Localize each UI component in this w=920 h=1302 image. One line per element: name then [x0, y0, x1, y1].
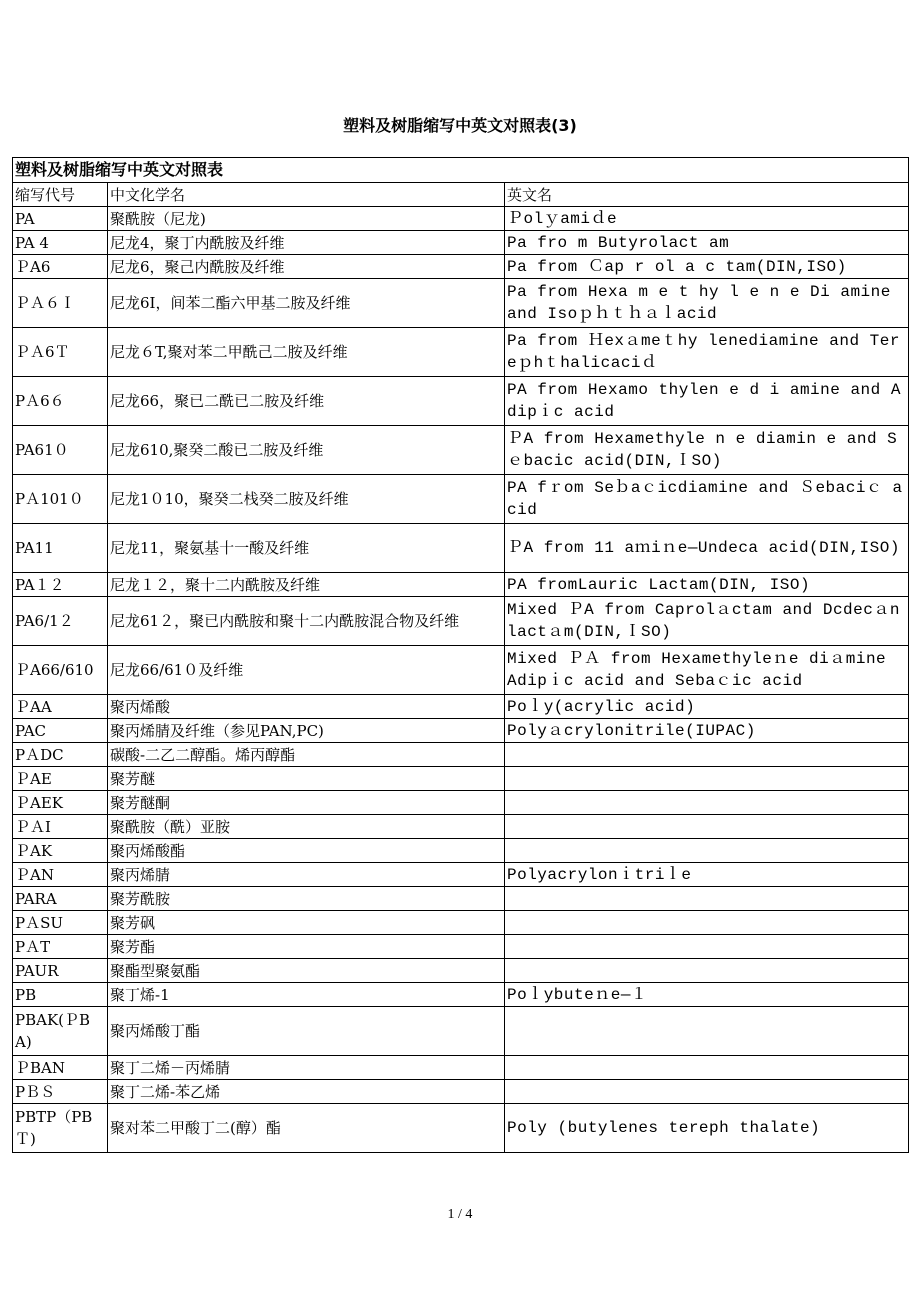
cell-english-name: [505, 911, 909, 935]
cell-chinese-name: 聚酰胺（尼龙): [108, 207, 505, 231]
cell-english-name: Polyａcrylonitrile(IUPAC): [505, 719, 909, 743]
table-row: [13, 767, 909, 791]
cell-english-name: [505, 815, 909, 839]
cell-chinese-name: 尼龙6I，间苯二酯六甲基二胺及纤维: [108, 279, 505, 328]
cell-abbr: PA61０: [13, 426, 108, 475]
cell-chinese-name: 尼龙6，聚己内酰胺及纤维: [108, 255, 505, 279]
cell-chinese-name: 聚丙烯酸丁酯: [108, 1007, 505, 1056]
cell-english-name: Ｐolｙamiｄe: [505, 207, 909, 231]
cell-chinese-name: 尼龙６T,聚对苯二甲酰己二胺及纤维: [108, 328, 505, 377]
cell-english-name: [505, 767, 909, 791]
cell-abbr: PA11: [13, 524, 108, 573]
table-row: [13, 255, 909, 279]
cell-english-name: [505, 791, 909, 815]
cell-chinese-name: 聚芳酯: [108, 935, 505, 959]
table-row: [13, 695, 909, 719]
cell-abbr: PA 4: [13, 231, 108, 255]
table-caption-row: [13, 158, 909, 183]
cell-chinese-name: 尼龙66/61０及纤维: [108, 646, 505, 695]
cell-chinese-name: 尼龙610,聚癸二酸已二胺及纤维: [108, 426, 505, 475]
cell-chinese-name: 尼龙1０10，聚癸二栈癸二胺及纤维: [108, 475, 505, 524]
cell-abbr: PＡT: [13, 935, 108, 959]
table-row: [13, 791, 909, 815]
cell-chinese-name: 聚丁烯-1: [108, 983, 505, 1007]
table-row: [13, 935, 909, 959]
page-title: 塑料及树脂缩写中英文对照表(3): [343, 116, 577, 135]
cell-abbr: PＢＳ: [13, 1080, 108, 1104]
cell-english-name: [505, 1080, 909, 1104]
table-row: [13, 911, 909, 935]
page-number: 1 / 4: [447, 1207, 473, 1222]
cell-abbr: PARA: [13, 887, 108, 911]
table-header-row: [13, 183, 909, 207]
cell-chinese-name: 尼龙4，聚丁内酰胺及纤维: [108, 231, 505, 255]
table-row: [13, 1056, 909, 1080]
cell-abbr: ＰA66/610: [13, 646, 108, 695]
table-caption: 塑料及树脂缩写中英文对照表: [13, 158, 909, 183]
cell-chinese-name: 碳酸-二乙二醇酯。烯丙醇酯: [108, 743, 505, 767]
cell-english-name: [505, 1056, 909, 1080]
header-chinese-name: 中文化学名: [108, 183, 505, 207]
cell-english-name: [505, 959, 909, 983]
cell-english-name: [505, 1007, 909, 1056]
cell-abbr: PB: [13, 983, 108, 1007]
cell-chinese-name: 尼龙66，聚已二酰已二胺及纤维: [108, 377, 505, 426]
cell-abbr: PBTP（PBＴ): [13, 1104, 108, 1153]
table-row: [13, 1080, 909, 1104]
table-row: [13, 743, 909, 767]
cell-english-name: PA fｒom Seｂaｃicdiamine and Ｓebaciｃ acid: [505, 475, 909, 524]
table-row: [13, 1104, 909, 1153]
table-row: [13, 815, 909, 839]
cell-english-name: [505, 839, 909, 863]
cell-english-name: Pa from Ｃap r ol a c tam(DIN,ISO): [505, 255, 909, 279]
cell-english-name: Poｌybuteｎe—１: [505, 983, 909, 1007]
cell-abbr: ＰBAN: [13, 1056, 108, 1080]
cell-chinese-name: 聚丙烯酸酯: [108, 839, 505, 863]
cell-abbr: PＡDC: [13, 743, 108, 767]
cell-chinese-name: 聚丁二烯-苯乙烯: [108, 1080, 505, 1104]
cell-chinese-name: 尼龙１２，聚十二内酰胺及纤维: [108, 573, 505, 597]
header-english-name: 英文名: [505, 183, 909, 207]
cell-english-name: Mixed ＰA from Caprolａctam and Dcdecａnlactａm(DIN,ＩSO): [505, 597, 909, 646]
cell-abbr: PＡSU: [13, 911, 108, 935]
table-row: [13, 475, 909, 524]
cell-chinese-name: 聚芳砜: [108, 911, 505, 935]
table-row: [13, 646, 909, 695]
table-row: [13, 524, 909, 573]
table-row: [13, 279, 909, 328]
cell-abbr: ＰAA: [13, 695, 108, 719]
cell-english-name: Pa from Ｈexａmeｔhy lenediamine and Tereｐhｔhalicaciｄ: [505, 328, 909, 377]
table-row: [13, 1007, 909, 1056]
cell-chinese-name: 聚芳酰胺: [108, 887, 505, 911]
cell-abbr: ＰＡ６Ｉ: [13, 279, 108, 328]
cell-chinese-name: 聚丁二烯－丙烯腈: [108, 1056, 505, 1080]
cell-abbr: ＰAN: [13, 863, 108, 887]
table-row: [13, 426, 909, 475]
cell-english-name: PA from Hexamo thylen e d i amine and Adipｉc acid: [505, 377, 909, 426]
table-row: [13, 231, 909, 255]
cell-abbr: ＰＡ6Ｔ: [13, 328, 108, 377]
cell-chinese-name: 聚芳醚: [108, 767, 505, 791]
cell-abbr: PBAK(ＰBA): [13, 1007, 108, 1056]
cell-english-name: ＰA from 11 aｍiｎe—Undeca acid(DIN,ISO): [505, 524, 909, 573]
cell-english-name: ＰA from Hexamethyle n e diamin e and Sｅbacic acid(DIN,ＩSO): [505, 426, 909, 475]
cell-english-name: Poly (butylenes tereph thalate): [505, 1104, 909, 1153]
table-row: [13, 887, 909, 911]
cell-english-name: Mixed ＰＡ from Hexamethyleｎe diａmine Adipｉc acid and Sebaｃic acid: [505, 646, 909, 695]
cell-english-name: PA fromLauric Lactam(DIN, ISO): [505, 573, 909, 597]
cell-english-name: Polyacrylonｉtriｌe: [505, 863, 909, 887]
cell-english-name: [505, 887, 909, 911]
cell-abbr: PA１２: [13, 573, 108, 597]
table-row: [13, 719, 909, 743]
cell-chinese-name: 聚对苯二甲酸丁二(醇）酯: [108, 1104, 505, 1153]
table-row: [13, 983, 909, 1007]
cell-english-name: Poｌy(acrylic acid): [505, 695, 909, 719]
cell-chinese-name: 聚丙烯腈及纤维（参见PAN,PC): [108, 719, 505, 743]
cell-abbr: ＰＡI: [13, 815, 108, 839]
cell-english-name: [505, 743, 909, 767]
cell-abbr: ＰA6: [13, 255, 108, 279]
cell-chinese-name: 聚酰胺（酰）亚胺: [108, 815, 505, 839]
cell-abbr: ＰAEK: [13, 791, 108, 815]
cell-abbr: PAUR: [13, 959, 108, 983]
table-row: [13, 839, 909, 863]
cell-chinese-name: 聚芳醚酮: [108, 791, 505, 815]
cell-abbr: PＡ101０: [13, 475, 108, 524]
cell-english-name: Pa fro m Butyrolact am: [505, 231, 909, 255]
cell-abbr: PA: [13, 207, 108, 231]
table-row: [13, 207, 909, 231]
table-row: [13, 328, 909, 377]
table-row: [13, 377, 909, 426]
cell-chinese-name: 聚丙烯腈: [108, 863, 505, 887]
cell-chinese-name: 聚酯型聚氨酯: [108, 959, 505, 983]
table-row: [13, 597, 909, 646]
table-row: [13, 959, 909, 983]
table-row: [13, 863, 909, 887]
header-abbr: 缩写代号: [13, 183, 108, 207]
cell-english-name: [505, 935, 909, 959]
cell-chinese-name: 聚丙烯酸: [108, 695, 505, 719]
cell-abbr: PAC: [13, 719, 108, 743]
cell-abbr: ＰAE: [13, 767, 108, 791]
table-row: [13, 573, 909, 597]
cell-english-name: Pa from Hexa m e t hy l e n e Di amine and Isoｐｈｔｈａｌacid: [505, 279, 909, 328]
abbreviation-table: [12, 157, 909, 1153]
cell-chinese-name: 尼龙11，聚氨基十一酸及纤维: [108, 524, 505, 573]
cell-abbr: PＡ6６: [13, 377, 108, 426]
cell-abbr: ＰAK: [13, 839, 108, 863]
cell-abbr: PA6/1２: [13, 597, 108, 646]
cell-chinese-name: 尼龙61２，聚已内酰胺和聚十二内酰胺混合物及纤维: [108, 597, 505, 646]
